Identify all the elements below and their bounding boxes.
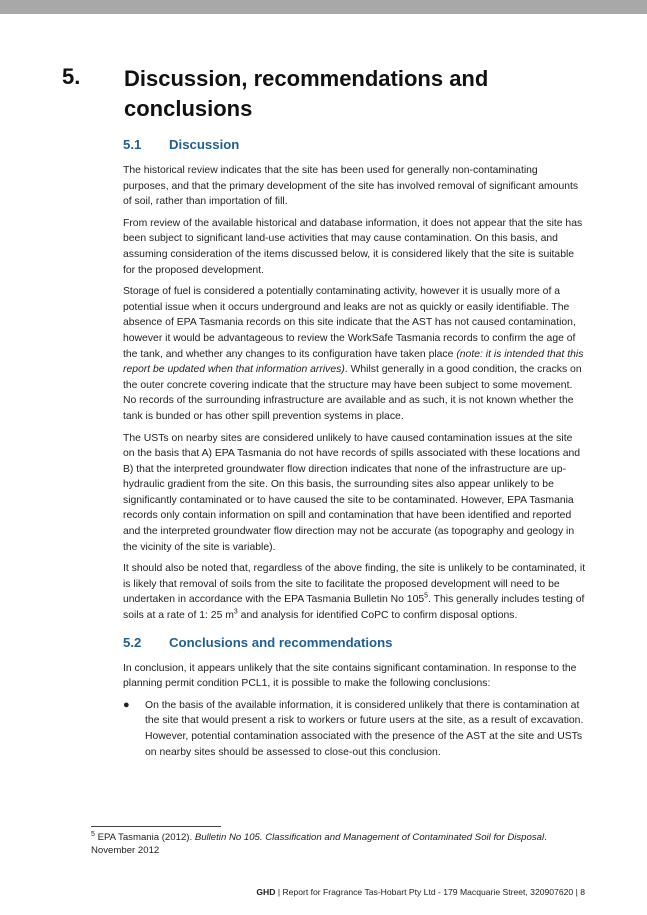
section-title: Conclusions and recommendations bbox=[169, 634, 393, 650]
bullet-item bbox=[123, 698, 586, 760]
section-heading-discussion bbox=[123, 136, 586, 154]
paragraph-text: . Whilst generally in a good condition, the cracks on the outer concrete covering indicate that the structure may have been subject to some movement. No records of the surrounding infrastructure are available and as such, it is not known whether the tank is bunded or has other spill prevention systems in place. bbox=[123, 364, 582, 422]
footnote-title: Bulletin No 105. Classification and Management of Contaminated Soil for Disposal bbox=[194, 832, 545, 843]
chapter-number: 5. bbox=[62, 64, 81, 89]
update-note: (note: it is intended that this report be updated when that information arrives) bbox=[123, 348, 584, 376]
paragraph-text: . This generally includes testing of soils at a rate of 1: 25 m bbox=[123, 594, 585, 622]
paragraph: From review of the available historical and database information, it does not appear that the site has been subject to significant land-use activities that may cause contamination. On this basis, and assuming consideration of the items discussed below, it is considered likely that the site is suitable for the proposed development. bbox=[123, 217, 583, 276]
footnote-tail: . November 2012 bbox=[91, 832, 547, 856]
section-title: Discussion bbox=[169, 137, 240, 152]
main-content bbox=[123, 136, 586, 766]
exponent: 3 bbox=[233, 608, 238, 616]
footnote-lead: EPA Tasmania (2012). bbox=[94, 832, 195, 843]
bullet-icon: ● bbox=[123, 698, 130, 711]
top-bar bbox=[0, 0, 647, 14]
paragraph-text: It should also be noted that, regardless of the above finding, the site is unlikely to be contaminated, it is likely that removal of soils from the site to facilitate the proposed development will need to be undertaken in accordance with the EPA Tasmania Bulletin No 105 bbox=[123, 563, 586, 606]
footnote-reference[interactable]: 5 bbox=[424, 592, 429, 600]
paragraph: The historical review indicates that the site has been used for generally non-contaminating purposes, and that the primary development of the site has involved removal of significant amounts of soil, rather than importation of fill. bbox=[123, 165, 579, 208]
paragraph bbox=[123, 561, 586, 623]
bullet-text: On the basis of the available information, it is considered unlikely that there is contamination at the site that would present a risk to workers or future users at the site, as a result of excavation. However, potential contamination associated with the presence of the AST at the site and USTs on nearby sites should be assessed to close-out this conclusion. bbox=[145, 699, 584, 758]
paragraph: In conclusion, it appears unlikely that the site contains significant contamination. In response to the planning permit condition PCL1, it is possible to make the following conclusions: bbox=[123, 662, 577, 690]
footer-text: | Report for Fragrance Tas-Hobart Pty Ltd - 179 Macquarie Street, 320907620 | 8 bbox=[275, 887, 585, 897]
footer-brand: GHD bbox=[256, 887, 276, 897]
section-number: 5.1 bbox=[123, 137, 142, 152]
footnote-divider bbox=[91, 826, 221, 827]
page-footer bbox=[256, 887, 585, 897]
chapter-title: Discussion, recommendations and conclusions bbox=[124, 66, 489, 121]
section-number: 5.2 bbox=[123, 634, 142, 650]
paragraph: The USTs on nearby sites are considered unlikely to have caused contamination issues at the site on the basis that A) EPA Tasmania do not have records of spills associated with these locations and B) that the interpreted groundwater flow direction indicates that none of the infrastructure are up-hydraulic gradient from the site. On this basis, the surrounding sites also appear unlikely to be significantly contaminated or to have caused the site to be contaminated. However, EPA Tasmania records only contain information on spill and contamination that have been identified and reported and the interpreted groundwater flow direction may not be accurate (as topography and geology in the vicinity of the site is variable). bbox=[123, 432, 581, 553]
section-heading-conclusions bbox=[123, 634, 586, 652]
paragraph bbox=[123, 284, 586, 424]
paragraph-text: Storage of fuel is considered a potentially contaminating activity, however it is usually more of a potential issue when it occurs underground and leaks are not as quickly or easily identifiable. The absence of EPA Tasmania records on this site indicate that the AST has not caused contamination, however it would be advantageous to review the WorkSafe Tasmania records to confirm the age of the tank, and whether any changes to its configuration have taken place bbox=[123, 286, 576, 360]
footnote-marker: 5 bbox=[91, 830, 95, 838]
paragraph-text: and analysis for identified CoPC to confirm disposal options. bbox=[237, 610, 518, 622]
footnote bbox=[91, 831, 571, 857]
